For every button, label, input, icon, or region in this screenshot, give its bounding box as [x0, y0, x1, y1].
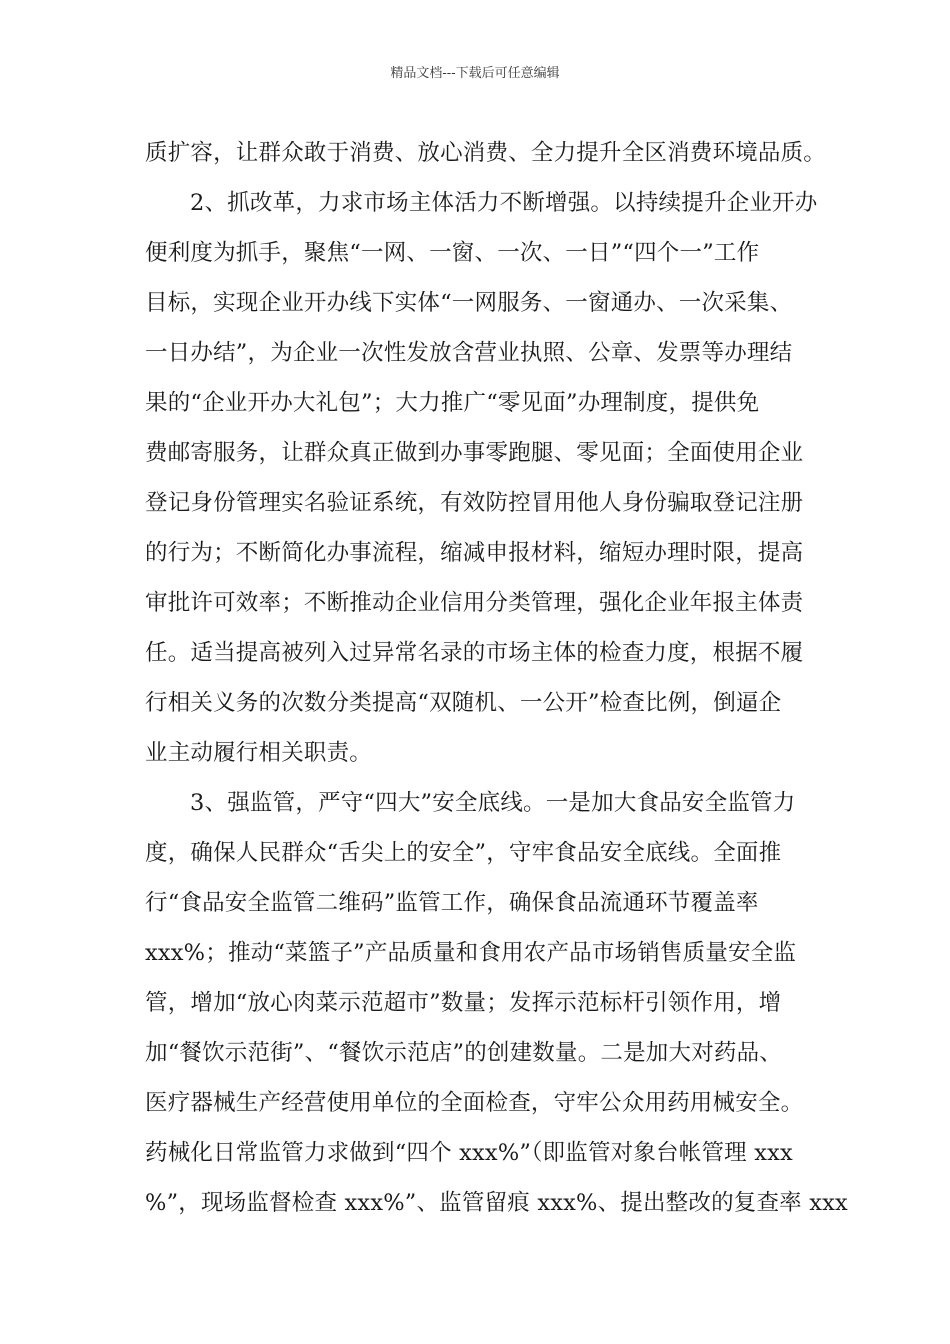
text-line: 目标，实现企业开办线下实体“一网服务、一窗通办、一次采集、 [145, 290, 793, 316]
text-line: xxx%；推动“菜篮子”产品质量和食用农产品市场销售质量安全监 [145, 940, 797, 966]
text-line: 3、强监管，严守“四大”安全底线。一是加大食品安全监管力 [190, 790, 796, 816]
text-line: 2、抓改革，力求市场主体活力不断增强。以持续提升企业开办 [190, 190, 818, 216]
text-line: 便利度为抓手，聚焦“一网、一窗、一次、一日”“四个一”工作 [145, 240, 760, 266]
document-body [145, 128, 848, 1228]
text-line: 的行为；不断简化办事流程，缩减申报材料，缩短办理时限，提高 [145, 540, 804, 566]
page-header: 精品文档---下载后可任意编辑 [390, 66, 560, 81]
text-line: 果的“企业开办大礼包”；大力推广“零见面”办理制度，提供免 [145, 390, 760, 416]
text-line: 费邮寄服务，让群众真正做到办事零跑腿、零见面；全面使用企业 [145, 440, 804, 466]
text-line: 业主动履行相关职责。 [145, 740, 373, 766]
text-line: %”，现场监督检查 xxx%”、监管留痕 xxx%、提出整改的复查率 xxx [145, 1190, 848, 1216]
text-line: 行相关义务的次数分类提高“双随机、一公开”检查比例，倒逼企 [145, 690, 782, 716]
text-line: 加“餐饮示范街”、“餐饮示范店”的创建数量。二是加大对药品、 [145, 1040, 783, 1066]
text-line: 任。适当提高被列入过异常名录的市场主体的检查力度，根据不履 [145, 640, 804, 666]
text-line: 管，增加“放心肉菜示范超市”数量；发挥示范标杆引领作用，增 [145, 990, 782, 1016]
text-line: 药械化日常监管力求做到“四个 xxx%”（即监管对象台帐管理 xxx [145, 1140, 793, 1166]
text-line: 一日办结”，为企业一次性发放含营业执照、公章、发票等办理结 [145, 340, 793, 366]
text-line: 审批许可效率；不断推动企业信用分类管理，强化企业年报主体责 [145, 590, 804, 616]
text-line: 行“食品安全监管二维码”监管工作，确保食品流通环节覆盖率 [145, 890, 759, 916]
text-line: 度，确保人民群众“舌尖上的安全”，守牢食品安全底线。全面推 [145, 840, 782, 866]
text-line: 登记身份管理实名验证系统，有效防控冒用他人身份骗取登记注册 [145, 490, 804, 516]
text-line: 医疗器械生产经营使用单位的全面检查，守牢公众用药用械安全。 [145, 1090, 804, 1116]
text-line: 质扩容，让群众敢于消费、放心消费、全力提升全区消费环境品质。 [145, 140, 827, 166]
